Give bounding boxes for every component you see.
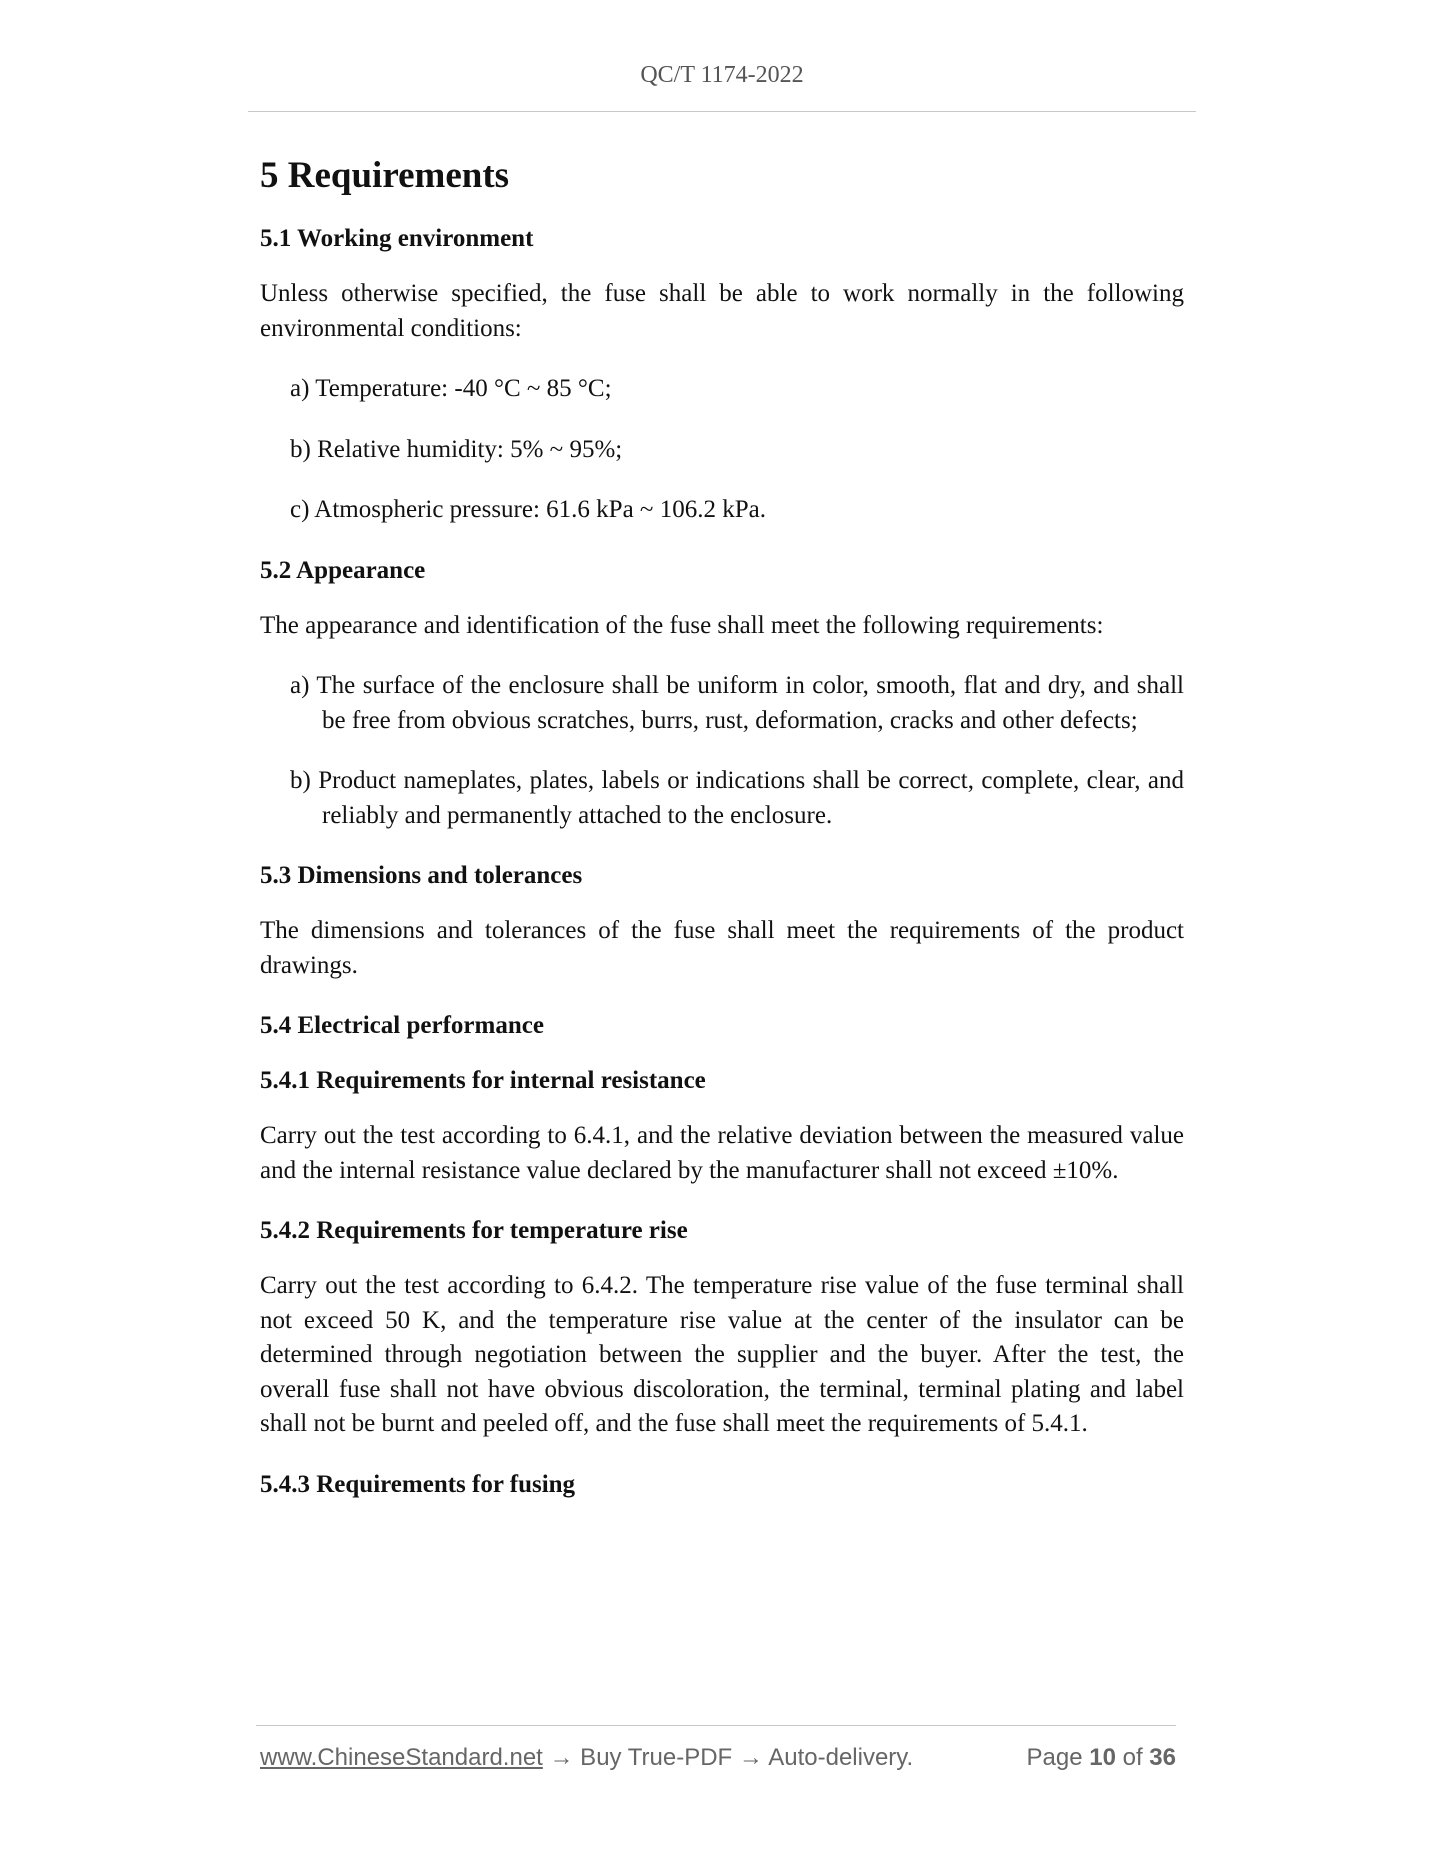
- paragraph-5-2-intro: The appearance and identification of the fuse shall meet the following requirements:: [260, 611, 1104, 639]
- heading-5-2: 5.2 Appearance: [260, 556, 426, 584]
- list-item-temperature: a) Temperature: -40 °C ~ 85 °C;: [290, 375, 612, 402]
- section-title: 5 Requirements: [260, 155, 510, 196]
- heading-5-4-3: 5.4.3 Requirements for fusing: [260, 1470, 576, 1498]
- paragraph-5-3: The dimensions and tolerances of the fuse shall meet the requirements of the product drawings.: [260, 917, 1184, 979]
- footer-promo: [260, 1744, 913, 1772]
- header-divider: [248, 111, 1196, 112]
- page-label: Page: [1026, 1744, 1083, 1771]
- document-code-header: QC/T 1174-2022: [640, 62, 804, 88]
- list-item-pressure: c) Atmospheric pressure: 61.6 kPa ~ 106.2 kPa.: [290, 496, 766, 523]
- of-label: of: [1122, 1744, 1143, 1771]
- page-number: 10: [1089, 1744, 1116, 1771]
- document-body: [260, 150, 1184, 1523]
- paragraph-5-4-1: Carry out the test according to 6.4.1, and the relative deviation between the measured value and the internal resistance value declared by the manufacturer shall not exceed ±10%.: [260, 1122, 1184, 1184]
- website-link[interactable]: www.ChineseStandard.net: [260, 1744, 543, 1771]
- heading-5-1: 5.1 Working environment: [260, 225, 534, 252]
- list-item-enclosure-surface: a) The surface of the enclosure shall be uniform in color, smooth, flat and dry, and shall be free from obvious scratches, burrs, rust, deformation, cracks and other defects;: [290, 672, 1184, 734]
- heading-5-4-2: 5.4.2 Requirements for temperature rise: [260, 1217, 688, 1244]
- page-total: 36: [1149, 1744, 1176, 1771]
- list-item-nameplates: b) Product nameplates, plates, labels or indications shall be correct, complete, clear, and reliably and permanently attached to the enclosure.: [290, 767, 1184, 829]
- heading-5-4-1: 5.4.1 Requirements for internal resistance: [260, 1067, 706, 1094]
- footer-divider: [256, 1725, 1176, 1726]
- heading-5-3: 5.3 Dimensions and tolerances: [260, 862, 583, 889]
- list-item-humidity: b) Relative humidity: 5% ~ 95%;: [290, 435, 623, 463]
- footer-tagline: → Buy True-PDF → Auto-delivery.: [542, 1744, 914, 1771]
- heading-5-4: 5.4 Electrical performance: [260, 1012, 544, 1039]
- page-indicator: [1027, 1744, 1177, 1772]
- paragraph-5-4-2: Carry out the test according to 6.4.2. The temperature rise value of the fuse terminal shall not exceed 50 K, and the temperature rise value at the center of the insulator can be determined through negotiation between the supplier and the buyer. After the test, the overall fuse shall not have obvious discoloration, the terminal, terminal plating and label shall not be burnt and peeled off, and the fuse shall meet the requirements of 5.4.1.: [260, 1272, 1184, 1437]
- paragraph-5-1-intro: Unless otherwise specified, the fuse shall be able to work normally in the following environmental conditions:: [260, 280, 1184, 342]
